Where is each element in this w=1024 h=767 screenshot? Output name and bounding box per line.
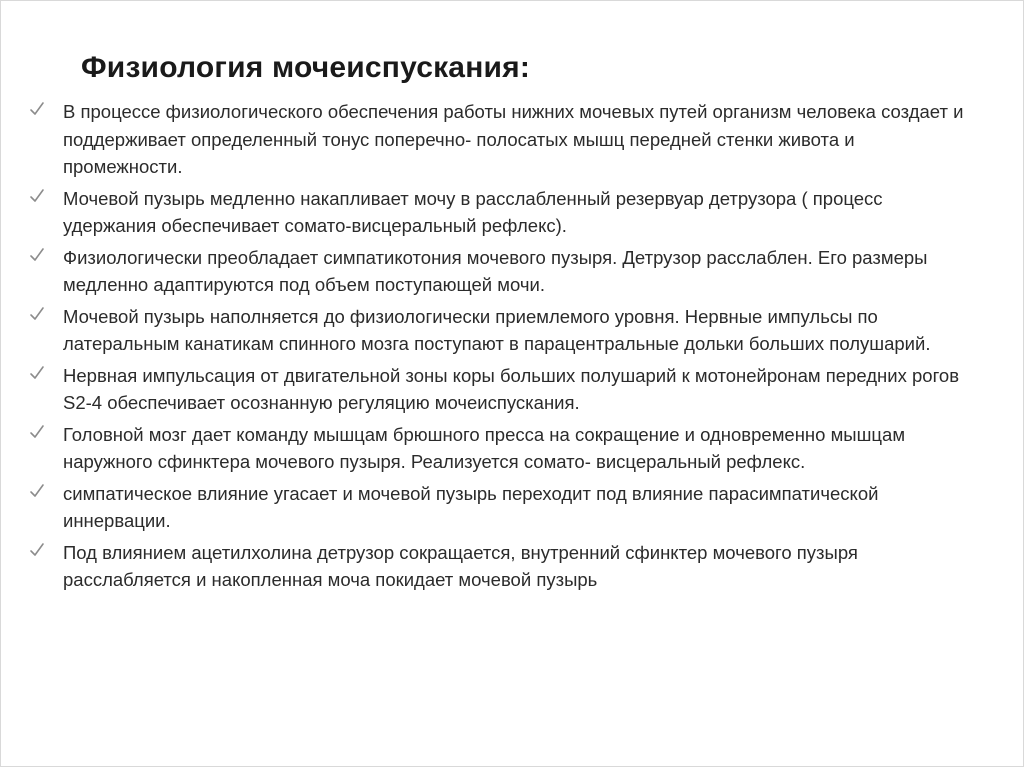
check-mark-icon (29, 365, 45, 381)
bullet-item (29, 244, 979, 299)
bullet-item (29, 421, 979, 476)
bullet-text: Мочевой пузырь медленно накапливает мочу в расслабленный резервуар детрузора ( процесс удержания обеспечивает сомато-висцеральный рефлекс). (63, 187, 883, 236)
bullet-list (29, 98, 979, 598)
check-mark-icon (29, 542, 45, 558)
bullet-item (29, 303, 979, 358)
bullet-text: Физиологически преобладает симпатикотония мочевого пузыря. Детрузор расслаблен. Его размеры медленно адаптируются под объем поступающей мочи. (63, 246, 928, 295)
bullet-item (29, 185, 979, 240)
bullet-text: Головной мозг дает команду мышцам брюшного пресса на сокращение и одновременно мышцам наружного сфинктера мочевого пузыря. Реализуется сомато- висцеральный рефлекс. (63, 423, 906, 472)
bullet-item (29, 98, 979, 181)
bullet-item (29, 362, 979, 417)
bullet-text: Под влиянием ацетилхолина детрузор сокращается, внутренний сфинктер мочевого пузыря расслабляется и накопленная моча покидает мочевой пузырь (63, 541, 858, 590)
slide-title: Физиология мочеиспускания: (81, 51, 531, 84)
check-mark-icon (29, 483, 45, 499)
bullet-item (29, 480, 979, 535)
bullet-text: Мочевой пузырь наполняется до физиологически приемлемого уровня. Нервные импульсы по латеральным канатикам спинного мозга поступают в парацентральные дольки больших полушарий. (63, 305, 931, 354)
check-mark-icon (29, 424, 45, 440)
check-mark-icon (29, 188, 45, 204)
check-mark-icon (29, 101, 45, 117)
bullet-item (29, 539, 979, 594)
bullet-text: Нервная импульсация от двигательной зоны коры больших полушарий к мотонейронам передних рогов S2-4 обеспечивает осознанную регуляцию мочеиспускания. (63, 364, 960, 413)
check-mark-icon (29, 306, 45, 322)
check-mark-icon (29, 247, 45, 263)
bullet-text: В процессе физиологического обеспечения работы нижних мочевых путей организм человека создает и поддерживает определенный тонус поперечно- полосатых мышц передней стенки живота и промежности. (63, 101, 964, 177)
bullet-text: симпатическое влияние угасает и мочевой пузырь переходит под влияние парасимпатической иннервации. (63, 482, 879, 531)
